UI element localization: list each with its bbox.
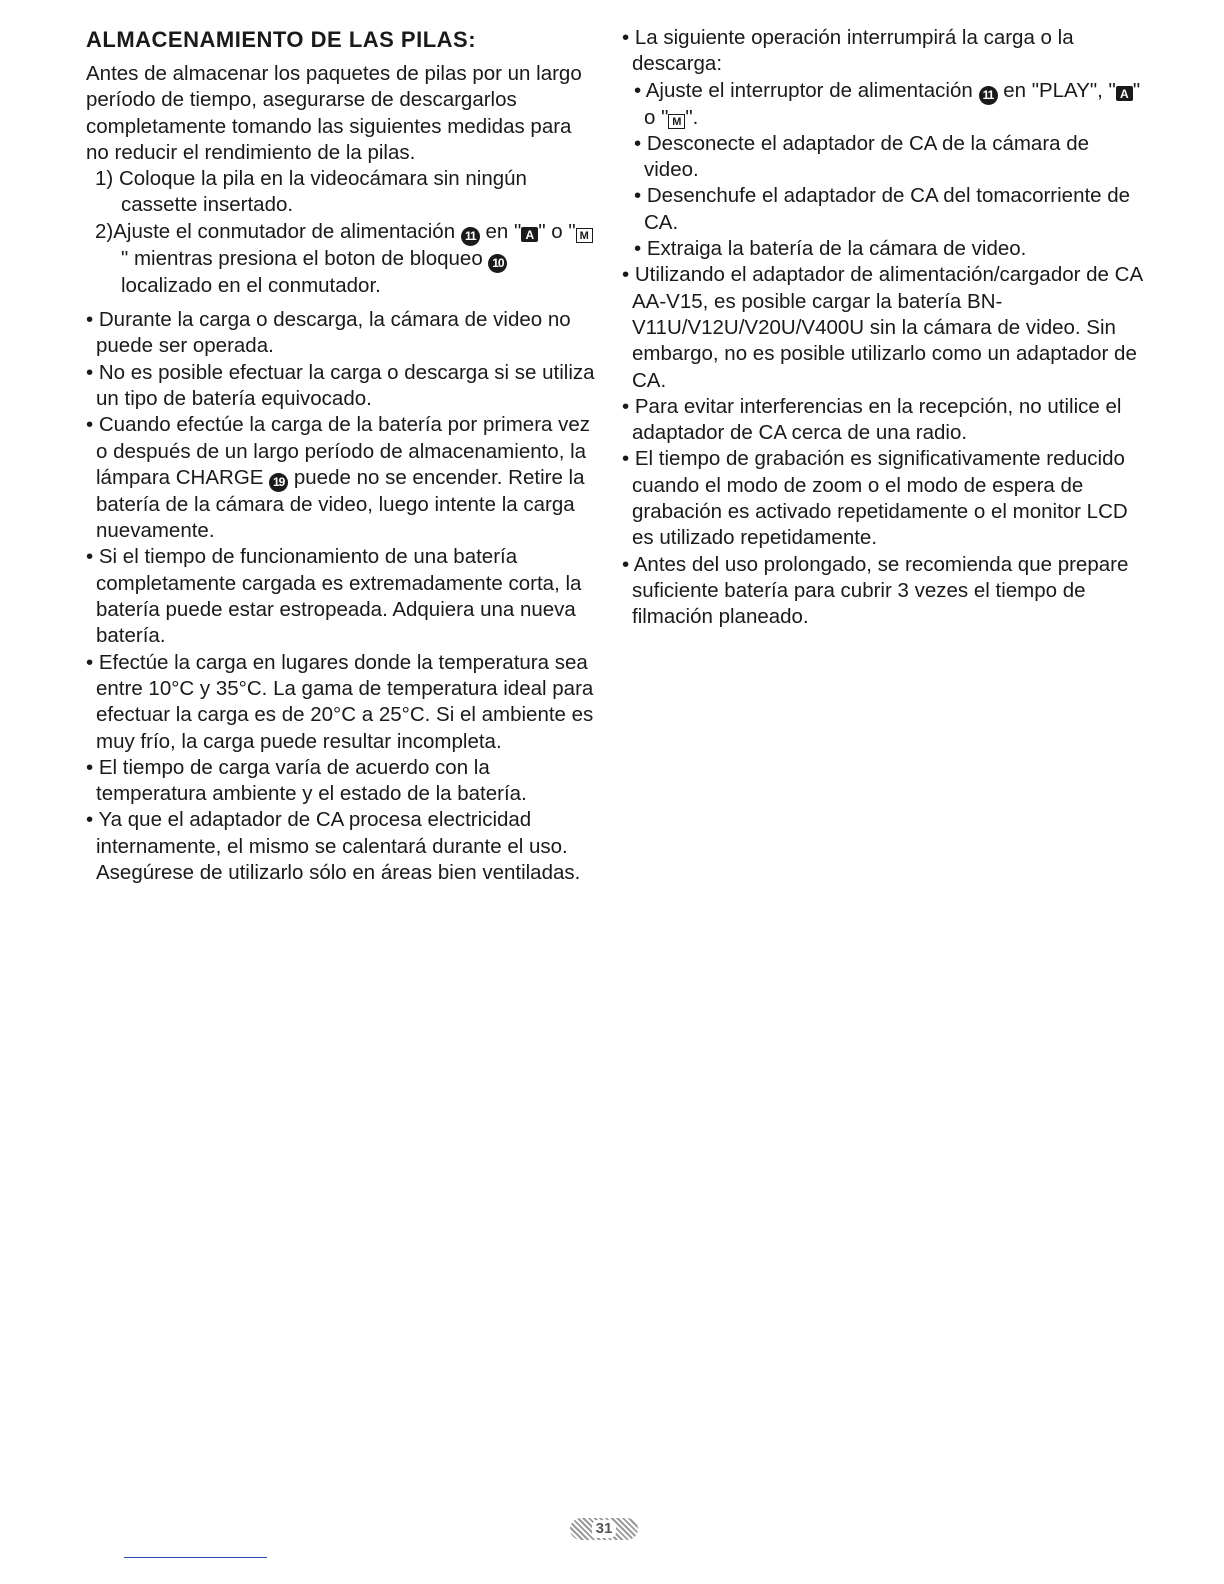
sub-bullet-text: en "PLAY", " (1003, 78, 1116, 102)
bullet-text: Si el tiempo de funcionamiento de una batería completamente cargada es extremadamente corta, la batería puede estar estropeada. Adquiera una nueva batería. (96, 545, 582, 648)
intro-paragraph: Antes de almacenar los paquetes de pilas por un largo período de tiempo, asegurarse de descargarlos completamente tomando las siguientes medidas para no reducir el rendimiento de la pilas. (86, 62, 582, 164)
right-column (622, 25, 1146, 631)
sub-bullet-text: Desconecte el adaptador de CA de la cámara de video. (644, 131, 1090, 182)
bullet-text: Cuando efectúe la carga de la batería por primera vez o después de un largo período de almacenamiento, la lámpara CHARGE (96, 413, 591, 489)
auto-mode-icon: A (521, 227, 538, 242)
step-2 (86, 219, 598, 299)
auto-mode-icon: A (1116, 86, 1133, 101)
bullet-text: La siguiente operación interrumpirá la carga o la descarga: (632, 26, 1074, 76)
sub-bullet-item: • Desconecte el adaptador de CA de la cámara de video. (634, 131, 1090, 182)
bullet-item: • Si el tiempo de funcionamiento de una batería completamente cargada es extremadamente corta, la batería puede estar estropeada. Adquiera una nueva batería. (86, 545, 582, 648)
callout-11-icon: 11 (461, 227, 480, 246)
quote-mark: ". (685, 105, 699, 129)
bullet-item: • Para evitar interferencias en la recepción, no utilice el adaptador de CA cerca de una radio. (622, 394, 1122, 445)
page-number-badge (570, 1518, 638, 1540)
bullet-text: El tiempo de carga varía de acuerdo con la temperatura ambiente y el estado de la batería. (96, 755, 527, 806)
callout-19-icon: 19 (269, 473, 288, 492)
quote-separator: " o " (538, 219, 576, 243)
sub-bullet-text: Desenchufe el adaptador de CA del tomacorriente de CA. (644, 184, 1131, 234)
sub-bullet-item: • Desenchufe el adaptador de CA del tomacorriente de CA. (634, 184, 1131, 234)
quote-mark: " (514, 219, 522, 243)
bullet-item: • Utilizando el adaptador de alimentación/cargador de CA AA-V15, es posible cargar la batería BN-V11U/V12U/V20U/V400U sin la cámara de video. Sin embargo, no es posible utilizarlo como un adaptador de CA. (622, 263, 1142, 392)
footer-rule (124, 1557, 267, 1558)
manual-mode-icon: M (576, 228, 593, 243)
callout-10-icon: 10 (488, 254, 507, 273)
sub-bullet-item: • Extraiga la batería de la cámara de video. (634, 237, 1027, 261)
bullet-text: Antes del uso prolongado, se recomienda que prepare suficiente batería para cubrir 3 vezes el tiempo de filmación planeado. (632, 552, 1129, 629)
sub-bullet-item: • Ajuste el interruptor de alimentación 11 en "PLAY", " A " o " M ". (634, 78, 1141, 129)
bullet-item: • Durante la carga o descarga, la cámara de video no puede ser operada. (86, 308, 571, 358)
quote-mark: " (121, 246, 129, 270)
bullet-text: Efectúe la carga en lugares donde la temperatura sea entre 10°C y 35°C. La gama de temperatura ideal para efectuar la carga es de 20°C a 25°C. Si el ambiente es muy frío, la carga puede resultar incompleta. (96, 650, 594, 753)
bullet-text: Durante la carga o descarga, la cámara de video no puede ser operada. (96, 308, 571, 358)
bullet-item: • El tiempo de carga varía de acuerdo con la temperatura ambiente y el estado de la batería. (86, 755, 527, 806)
section-heading: ALMACENAMIENTO DE LAS PILAS: (86, 27, 477, 52)
bullet-item: • Antes del uso prolongado, se recomienda que prepare suficiente batería para cubrir 3 vezes el tiempo de filmación planeado. (622, 552, 1129, 629)
step-1 (86, 166, 598, 219)
left-column (86, 25, 598, 886)
steps-list (86, 166, 598, 299)
bullet-item: • Efectúe la carga en lugares donde la temperatura sea entre 10°C y 35°C. La gama de temperatura ideal para efectuar la carga es de 20°C a 25°C. Si el ambiente es muy frío, la carga puede resultar incompleta. (86, 650, 594, 753)
page-number-oval (570, 1518, 638, 1540)
step-1-text: Coloque la pila en la videocámara sin ningún cassette insertado. (118, 167, 527, 217)
bullet-item: • La siguiente operación interrumpirá la carga o la descarga: (622, 26, 1074, 76)
bullet-text: No es posible efectuar la carga o descarga si se utiliza un tipo de batería equivocado. (96, 360, 595, 410)
bullet-item: • No es posible efectuar la carga o descarga si se utiliza un tipo de batería equivocado. (86, 360, 595, 410)
sub-bullet-text: Ajuste el interruptor de alimentación (645, 78, 973, 102)
bullet-text: Ya que el adaptador de CA procesa electricidad internamente, el mismo se calentará durante el uso. Asegúrese de utilizarlo sólo en áreas bien ventiladas. (96, 808, 581, 885)
bullet-text: Utilizando el adaptador de alimentación/cargador de CA AA-V15, es posible cargar la batería BN-V11U/V12U/V20U/V400U sin la cámara de video. Sin embargo, no es posible utilizarlo como un adaptador de CA. (632, 263, 1142, 392)
step-2-text-post: localizado en el conmutador. (121, 273, 381, 297)
callout-11-icon: 11 (979, 86, 998, 105)
step-2-number: 2) (95, 219, 114, 243)
sub-bullet-text: Extraiga la batería de la cámara de video. (646, 237, 1027, 261)
bullet-text: Para evitar interferencias en la recepción, no utilice el adaptador de CA cerca de una radio. (632, 394, 1122, 445)
quote-separator: " o " (644, 78, 1141, 129)
page-number: 31 (592, 1520, 617, 1538)
bullet-text: puede no se encender. Retire la batería de la cámara de video, luego intente la carga nuevamente. (96, 465, 585, 543)
bullet-item: • Cuando efectúe la carga de la batería por primera vez o después de un largo período de almacenamiento, la lámpara CHARGE 19 puede no se encender. Retire la batería de la cámara de video, luego intente la carga nuevamente. (86, 413, 591, 543)
step-1-number: 1) (95, 167, 114, 191)
step-2-text-pre: Ajuste el conmutador de alimentación (113, 219, 456, 243)
manual-mode-icon: M (668, 114, 685, 129)
step-2-text-mid: mientras presiona el boton de bloqueo (133, 246, 483, 270)
step-2-text-en: en (485, 219, 509, 243)
bullet-item: • El tiempo de grabación es significativamente reducido cuando el modo de zoom o el modo de espera de grabación es activado repetidamente o el monitor LCD es utilizado repetidamente. (622, 447, 1128, 550)
bullet-item: • Ya que el adaptador de CA procesa electricidad internamente, el mismo se calentará durante el uso. Asegúrese de utilizarlo sólo en áreas bien ventiladas. (86, 808, 581, 885)
bullet-text: El tiempo de grabación es significativamente reducido cuando el modo de zoom o el modo de espera de grabación es activado repetidamente o el monitor LCD es utilizado repetidamente. (632, 447, 1128, 550)
